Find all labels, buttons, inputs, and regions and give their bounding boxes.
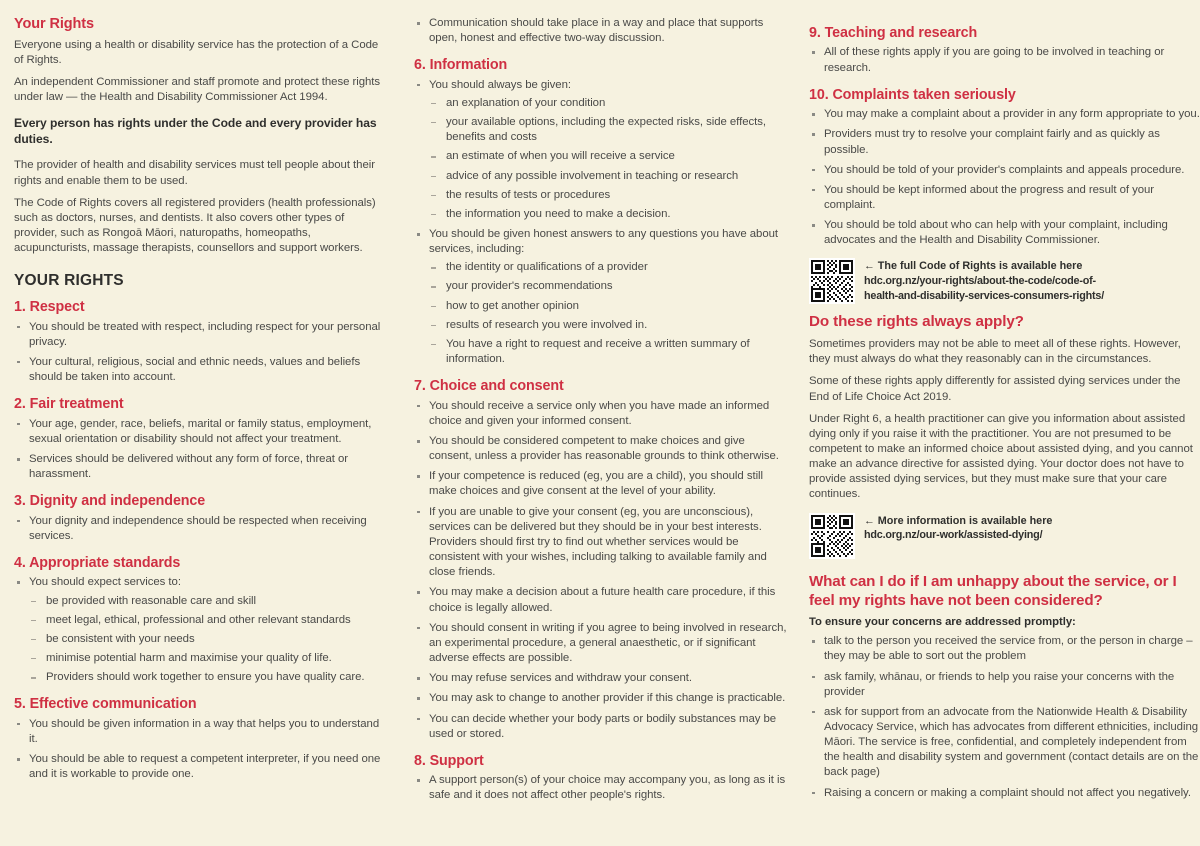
unhappy-lead: To ensure your concerns are addressed promptly: [809, 616, 1076, 629]
list-item [809, 45, 1200, 75]
list-item [414, 227, 787, 367]
qr2-label: More information is available here [877, 514, 1053, 527]
right-6-sublist-a [429, 96, 787, 222]
sub-list-item-text: You have a right to request and receive a written summary of information. [446, 337, 750, 366]
list-item [414, 434, 787, 464]
unhappy-list [809, 634, 1200, 801]
apply-heading: Do these rights always apply? [809, 313, 1024, 331]
right-5-continued-list [414, 16, 787, 46]
sub-list-item [429, 318, 787, 333]
qr-code-icon[interactable] [809, 513, 855, 559]
sub-list-item [429, 169, 787, 184]
unhappy-heading: What can I do if I am unhappy about the service, or I feel my rights have not been considered? [809, 572, 1177, 609]
sub-list-item-text: the identity or qualifications of a provider [446, 261, 648, 274]
list-item-text: You may refuse services and withdraw your consent. [429, 672, 692, 685]
list-item [414, 78, 787, 222]
list-item-text: You should consent in writing if you agree to being involved in research, an experimental procedure, a general anaesthetic, or if significant adverse effects are possible. [429, 621, 787, 665]
list-item-text: You can decide whether your body parts or bodily substances may be used or stored. [429, 712, 777, 740]
list-item [809, 786, 1200, 801]
right-section-2 [14, 396, 384, 482]
qr1-text [864, 258, 1104, 303]
qr-code-svg [811, 515, 853, 557]
right-5-title: 5. Effective communication [14, 696, 197, 713]
list-item [414, 712, 787, 742]
list-item [414, 671, 787, 686]
list-item [809, 634, 1200, 664]
list-item [14, 417, 384, 447]
sub-list-item-text: minimise potential harm and maximise your quality of life. [46, 652, 332, 665]
list-item [809, 183, 1200, 213]
sub-list-item-text: the information you need to make a decision. [446, 207, 671, 220]
list-item-text: Your dignity and independence should be respected when receiving services. [29, 514, 367, 542]
list-item-text: Your age, gender, race, beliefs, marital or family status, employment, sexual orientation or disability should not affect your treatment. [29, 417, 372, 445]
right-7-list [414, 399, 787, 742]
sub-list-item-text: results of research you were involved in. [446, 318, 648, 331]
left-arrow-icon: ← [864, 514, 875, 527]
sub-list-item-text: an estimate of when you will receive a service [446, 150, 675, 163]
right-section-8 [414, 753, 787, 804]
list-item [414, 621, 787, 666]
right-7-title: 7. Choice and consent [414, 378, 564, 395]
right-5-list [14, 717, 384, 783]
right-3-title: 3. Dignity and independence [14, 493, 206, 510]
right-6-title: 6. Information [414, 57, 508, 74]
sub-list-item [429, 149, 787, 164]
sub-list-item [429, 207, 787, 222]
right-9-title: 9. Teaching and research [809, 25, 978, 41]
right-section-4 [14, 555, 384, 685]
right-2-title: 2. Fair treatment [14, 396, 124, 413]
sub-list-item [29, 613, 384, 628]
sub-list-item-text: your available options, including the expected risks, side effects, benefits and costs [446, 116, 766, 144]
right-section-1 [14, 299, 384, 385]
list-item [414, 505, 787, 581]
list-item-text: You should always be given: [429, 78, 571, 91]
right-section-6 [414, 57, 787, 367]
list-item [414, 773, 787, 803]
list-item-text: Raising a concern or making a complaint should not affect you negatively. [824, 786, 1191, 799]
list-item [14, 452, 384, 482]
sub-list-item [429, 115, 787, 145]
list-item [14, 320, 384, 350]
intro-paragraph-1: Everyone using a health or disability service has the protection of a Code of Rights. [14, 38, 379, 66]
sub-list-item-text: the results of tests or procedures [446, 188, 611, 201]
qr-block-code-of-rights[interactable] [809, 258, 1200, 304]
sub-list-item [429, 260, 787, 275]
column-2 [414, 16, 809, 840]
right-section-10 [809, 87, 1200, 249]
column-3 [809, 16, 1200, 840]
qr1-url-line1[interactable]: hdc.org.nz/your-rights/about-the-code/code-of- [864, 275, 1096, 288]
qr-block-assisted-dying[interactable] [809, 513, 1200, 559]
list-item-text: You may make a complaint about a provider in any form appropriate to you. [824, 108, 1200, 121]
qr-code-icon[interactable] [809, 258, 855, 304]
list-item [414, 469, 787, 499]
body-paragraph-1: The provider of health and disability services must tell people about their rights and enable them to be used. [14, 159, 375, 187]
right-8-title: 8. Support [414, 752, 484, 769]
right-6-list [414, 78, 787, 368]
list-item-text: You may make a decision about a future health care procedure, if this choice is legally allowed. [429, 586, 776, 614]
right-10-list [809, 107, 1200, 248]
right-section-9 [809, 25, 1200, 76]
list-item [809, 107, 1200, 122]
list-item-text: You should expect services to: [29, 576, 181, 589]
right-10-title: 10. Complaints taken seriously [809, 86, 1016, 103]
sub-list-item-text: your provider's recommendations [446, 280, 613, 293]
list-item-text: talk to the person you received the service from, or the person in charge – they may be able to sort out the problem [824, 635, 1193, 663]
list-item-text: You should receive a service only when you have made an informed choice and given your informed consent. [429, 399, 770, 427]
right-3-list [14, 514, 384, 544]
list-item [14, 575, 384, 685]
right-8-list [414, 773, 787, 803]
right-4-list [14, 575, 384, 685]
list-item [14, 355, 384, 385]
apply-paragraph-2: Some of these rights apply differently for assisted dying services under the End of Life Choice Act 2019. [809, 375, 1181, 403]
list-item [809, 218, 1200, 248]
list-item-text: If you are unable to give your consent (eg, you are unconscious), services can be delivered but they should be in your best interests. Providers should first try to find out whether services would be consistent with your wishes, including talking to available family and close friends. [429, 505, 767, 579]
right-1-list [14, 320, 384, 386]
sub-list-item [29, 670, 384, 685]
qr1-url-line2[interactable]: health-and-disability-services-consumers-rights/ [864, 289, 1104, 302]
list-item-text: You should be treated with respect, including respect for your personal privacy. [29, 320, 381, 348]
list-item [14, 717, 384, 747]
apply-paragraph-3: Under Right 6, a health practitioner can give you information about assisted dying only if you raise it with the practitioner. You are not presumed to be competent to make an informed choice about assisted dying, and you cannot make an advance directive for assisted dying. Your doctor does not have to provide assisted dying services, but they must make sure that your care continues. [809, 412, 1193, 501]
list-item-text: You should be able to request a competent interpreter, if you need one and it is workable to provide one. [29, 753, 381, 781]
right-4-title: 4. Appropriate standards [14, 554, 181, 571]
apply-paragraph-1: Sometimes providers may not be able to meet all of these rights. However, they must always do what they reasonably can in the circumstances. [809, 338, 1181, 366]
list-item-text: ask for support from an advocate from the Nationwide Health & Disability Advocacy Service, which has advocates from different ethnicities, including Māori. The service is free, confidential, and completely independent from the health and disability system and government (contact details are on the back page) [824, 705, 1199, 779]
list-item [414, 16, 787, 46]
qr-code-svg [811, 260, 853, 302]
right-2-list [14, 417, 384, 483]
right-9-list [809, 45, 1200, 75]
list-item-text: You should be kept informed about the progress and result of your complaint. [824, 183, 1155, 211]
right-6-sublist-b [429, 260, 787, 367]
sub-list-item-text: be provided with reasonable care and skill [46, 594, 257, 607]
sub-list-item [429, 96, 787, 111]
list-item-text: You should be considered competent to make choices and give consent, unless a provider has reasonable grounds to think otherwise. [429, 435, 779, 463]
list-item-text: A support person(s) of your choice may accompany you, as long as it is safe and it does not affect other people's rights. [429, 774, 786, 802]
list-item [809, 705, 1200, 781]
qr1-label: The full Code of Rights is available here [877, 260, 1083, 273]
list-item [809, 127, 1200, 157]
list-item-text: You should be told of your provider's complaints and appeals procedure. [824, 163, 1185, 176]
lead-bold-statement: Every person has rights under the Code and every provider has duties. [14, 116, 377, 147]
sub-list-item-text: be consistent with your needs [46, 632, 195, 645]
sub-list-item [429, 279, 787, 294]
sub-list-item-text: Providers should work together to ensure you have quality care. [46, 671, 365, 684]
list-item [809, 670, 1200, 700]
sub-list-item-text: how to get another opinion [446, 299, 579, 312]
list-item [414, 691, 787, 706]
list-item-text: You should be given information in a way that helps you to understand it. [29, 717, 380, 745]
column-1 [14, 16, 414, 840]
right-1-title: 1. Respect [14, 299, 85, 316]
sub-list-item [29, 651, 384, 666]
list-item-text: Services should be delivered without any form of force, threat or harassment. [29, 452, 349, 481]
qr2-url-line1[interactable]: hdc.org.nz/our-work/assisted-dying/ [864, 529, 1043, 542]
sub-list-item [29, 594, 384, 609]
sub-list-item-text: advice of any possible involvement in teaching or research [446, 169, 739, 182]
body-paragraph-2: The Code of Rights covers all registered providers (health professionals) such as doctors, nurses, and dentists. It also covers other types of provider, such as Rongoā Māori, naturopaths, homeopaths, acupuncturists, massage therapists, counsellors and support workers. [14, 196, 376, 255]
list-item-text: If your competence is reduced (eg, you are a child), you should still make choices and give consent at the level of your ability. [429, 470, 764, 498]
list-item [14, 752, 384, 782]
qr2-text [864, 513, 1052, 543]
right-section-5 [14, 696, 384, 782]
sub-list-item-text: an explanation of your condition [446, 96, 606, 109]
sub-list-item [29, 632, 384, 647]
sub-list-item [429, 188, 787, 203]
list-item-text: You should be told about who can help with your complaint, including advocates and the Health and Disability Commissioner. [824, 219, 1168, 247]
list-item-text: All of these rights apply if you are going to be involved in teaching or research. [824, 46, 1165, 74]
your-rights-heading: Your Rights [14, 16, 94, 32]
right-section-3 [14, 493, 384, 544]
list-item [414, 585, 787, 615]
list-item [809, 163, 1200, 178]
right-4-sublist [29, 594, 384, 686]
left-arrow-icon: ← [864, 260, 875, 273]
sub-list-item [429, 337, 787, 367]
list-item-text: Your cultural, religious, social and ethnic needs, values and beliefs should be taken into account. [29, 355, 361, 383]
list-item-text: Providers must try to resolve your complaint fairly and as quickly as possible. [824, 128, 1160, 156]
sub-list-item-text: meet legal, ethical, professional and other relevant standards [46, 613, 351, 626]
list-item-text: Communication should take place in a way and place that supports open, honest and effective two-way discussion. [429, 17, 764, 45]
list-item [414, 399, 787, 429]
list-item-text: ask family, whānau, or friends to help you raise your concerns with the provider [824, 670, 1175, 698]
intro-paragraph-2: An independent Commissioner and staff promote and protect these rights under law — the Health and Disability Commissioner Act 1994. [14, 76, 381, 104]
list-item [14, 514, 384, 544]
list-item-text: You should be given honest answers to any questions you have about services, including: [429, 228, 779, 256]
your-rights-section-heading: YOUR RIGHTS [14, 272, 124, 290]
sub-list-item [429, 299, 787, 314]
list-item-text: You may ask to change to another provider if this change is practicable. [429, 692, 786, 705]
right-section-7 [414, 378, 787, 742]
